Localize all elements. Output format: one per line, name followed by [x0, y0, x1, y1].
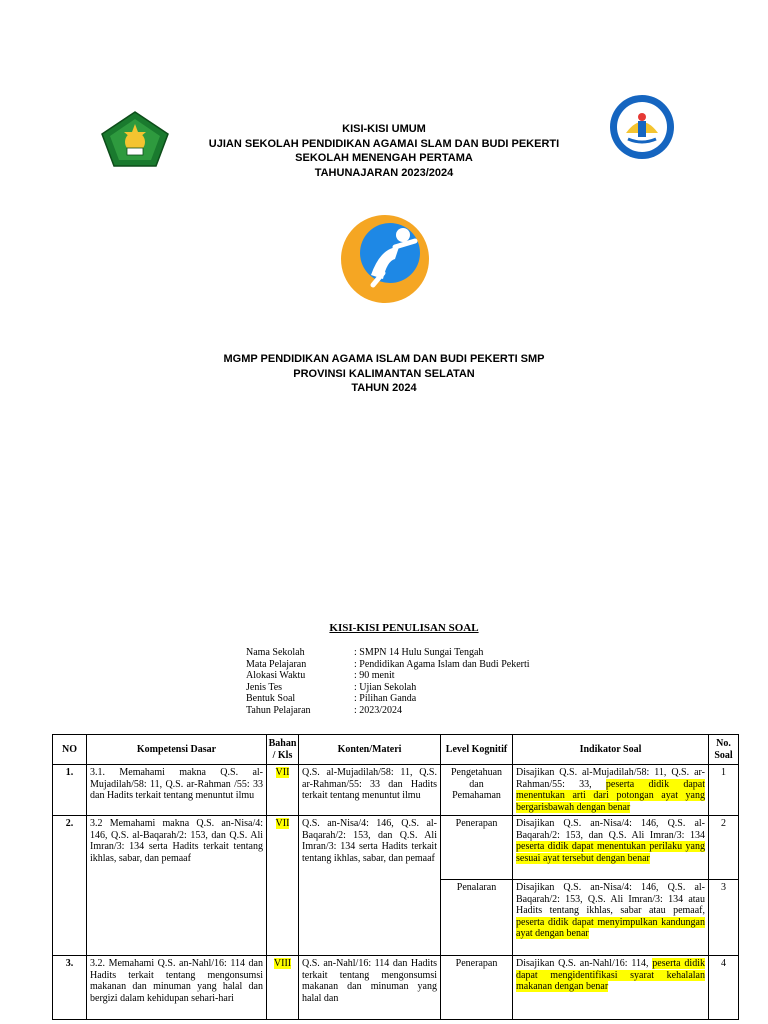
cell-no-soal: 2	[709, 816, 739, 880]
org-line: TAHUN 2024	[351, 382, 417, 395]
indikator-text: Disajikan Q.S. an-Nahl/16: 114,	[516, 958, 653, 969]
info-value: : 90 menit	[354, 670, 395, 682]
info-row	[246, 693, 530, 705]
header-indikator-soal: Indikator Soal	[513, 735, 709, 765]
indikator-text: Disajikan Q.S. an-Nisa/4: 146, Q.S. al-Baqarah/2: 153, dan Q.S. Ali Imran/3: 134	[516, 818, 705, 841]
org-line: PROVINSI KALIMANTAN SELATAN	[293, 367, 475, 380]
indikator-highlight: peserta didik dapat menentukan arti dari potongan ayat yang bergarisbawah dengan benar	[516, 778, 705, 813]
cell-kls	[267, 816, 299, 956]
cell-level: Pengetahuan dan Pemahaman	[441, 765, 513, 816]
cell-kd: 3.2 Memahami makna Q.S. an-Nisa/4: 146, Q.S. al-Baqarah/2: 153, dan Q.S. Ali Imran/3: 134 serta Hadits terkait tentang ikhlas, sabar, dan pemaaf	[87, 816, 267, 956]
kls-highlight: VII	[275, 818, 290, 829]
cell-kd: 3.1. Memahami makna Q.S. al-Mujadilah/58: 11, Q.S. ar-Rahman /55: 33 dan Hadits terkait tentang menuntut ilmu	[87, 765, 267, 816]
info-row	[246, 659, 530, 671]
info-row	[246, 705, 530, 717]
table-header-row	[53, 735, 739, 765]
indikator-highlight: peserta didik dapat menyimpulkan kandungan ayat dengan benar	[516, 916, 705, 939]
cell-materi: Q.S. an-Nahl/16: 114 dan Hadits terkait tentang mengonsumsi makanan dan minuman yang halal dan	[299, 956, 441, 1020]
info-row	[246, 647, 530, 659]
cell-level: Penalaran	[441, 880, 513, 956]
org-line: MGMP PENDIDIKAN AGAMA ISLAM DAN BUDI PEKERTI SMP	[223, 353, 545, 365]
cell-no: 1.	[53, 765, 87, 816]
org-block	[0, 352, 768, 396]
cell-indikator	[513, 956, 709, 1020]
header-no-soal: No. Soal	[709, 735, 739, 765]
cell-indikator	[513, 816, 709, 880]
kisi-kisi-table	[52, 734, 739, 1020]
header-title-line: SEKOLAH MENENGAH PERTAMA	[295, 152, 473, 165]
info-value: : Ujian Sekolah	[354, 681, 417, 693]
cell-indikator	[513, 880, 709, 956]
table-row	[53, 816, 739, 880]
header-level-kognitif: Level Kognitif	[441, 735, 513, 765]
table-row	[53, 956, 739, 1020]
info-label: Alokasi Waktu	[246, 670, 306, 682]
cell-level: Penerapan	[441, 816, 513, 880]
cell-no: 3.	[53, 956, 87, 1020]
info-row	[246, 682, 530, 694]
header-bahan-kls: Bahan / Kls	[267, 735, 299, 765]
header-kompetensi-dasar: Kompetensi Dasar	[87, 735, 267, 765]
info-value: : SMPN 14 Hulu Sungai Tengah	[354, 647, 484, 658]
header-title	[0, 122, 768, 180]
cell-no-soal: 1	[709, 765, 739, 816]
cell-no-soal: 4	[709, 956, 739, 1020]
kurikulum-2013-logo	[335, 213, 435, 313]
info-block	[246, 647, 530, 717]
info-value: : Pendidikan Agama Islam dan Budi Pekerti	[354, 658, 530, 670]
cell-indikator	[513, 765, 709, 816]
cell-kls	[267, 765, 299, 816]
info-row	[246, 670, 530, 682]
info-label: Tahun Pelajaran	[246, 704, 311, 716]
info-label: Mata Pelajaran	[246, 658, 307, 670]
indikator-text: Disajikan Q.S. al-Mujadilah/58: 11, Q.S. ar-Rahman/55: 33,	[516, 767, 705, 790]
indikator-text: Disajikan Q.S. an-Nisa/4: 146, Q.S. al-Baqarah/2: 153, Q.S. Ali Imran/3: 134 atau Hadits tentang ikhlas, sabar atau pemaaf,	[516, 882, 705, 916]
cell-materi: Q.S. al-Mujadilah/58: 11, Q.S. ar-Rahman/55: 33 dan Hadits terkait tentang menuntut ilmu	[299, 765, 441, 816]
kls-highlight: VII	[275, 767, 290, 778]
header-title-line: KISI-KISI UMUM	[342, 123, 426, 135]
info-label: Bentuk Soal	[246, 693, 296, 705]
cell-kls	[267, 956, 299, 1020]
cell-no: 2.	[53, 816, 87, 956]
indikator-highlight: peserta didik dapat menentukan perilaku yang sesuai ayat tersebut dengan benar	[516, 841, 705, 864]
header-no: NO	[53, 735, 87, 765]
cell-no-soal: 3	[709, 880, 739, 956]
cell-level: Penerapan	[441, 956, 513, 1020]
info-label: Nama Sekolah	[246, 647, 305, 658]
indikator-highlight: peserta didik dapat mengidentifikasi syarat kehalalan makanan dengan benar	[516, 958, 705, 992]
cell-kd: 3.2. Memahami Q.S. an-Nahl/16: 114 dan Hadits terkait tentang mengonsumsi makanan dan minuman yang halal dan bergizi dalam kehidupan sehari-hari	[87, 956, 267, 1020]
header-konten-materi: Konten/Materi	[299, 735, 441, 765]
info-label: Jenis Tes	[246, 681, 283, 693]
section-title: KISI-KISI PENULISAN SOAL	[329, 622, 479, 634]
header-title-line: TAHUNAJARAN 2023/2024	[314, 166, 454, 179]
cell-materi: Q.S. an-Nisa/4: 146, Q.S. al-Baqarah/2: 153, dan Q.S. Ali Imran/3: 134 serta Hadits terkait tentang ikhlas, sabar, dan pemaaf	[299, 816, 441, 956]
header-title-line: UJIAN SEKOLAH PENDIDIKAN AGAMAI SLAM DAN BUDI PEKERTI	[208, 137, 560, 150]
table-row	[53, 765, 739, 816]
info-value: : 2023/2024	[354, 704, 403, 716]
info-value: : Pilihan Ganda	[354, 693, 417, 705]
kls-highlight: VIII	[273, 958, 292, 969]
